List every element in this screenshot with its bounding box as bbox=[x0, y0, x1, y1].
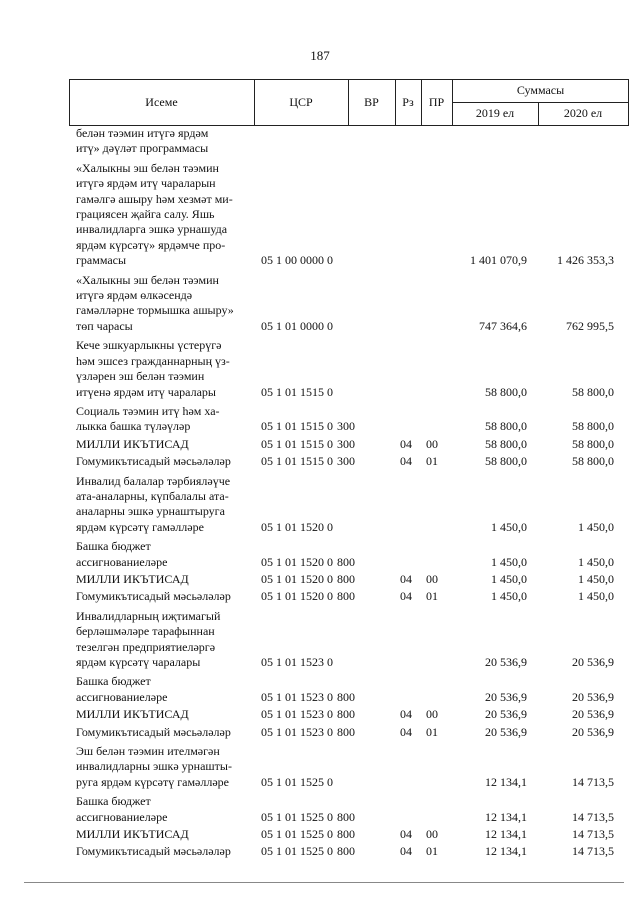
row-sum-2019: 1 450,0 bbox=[491, 589, 527, 604]
row-name-line: гамәлләрне тормышка ашыру» bbox=[76, 303, 234, 318]
row-sum-2020: 20 536,9 bbox=[572, 689, 614, 704]
row-name bbox=[76, 674, 265, 705]
row-name-line: берләшмәләре тарафыннан bbox=[76, 624, 215, 639]
row-name-line: МИЛЛИ ИКЪТИСАД bbox=[76, 707, 189, 722]
row-sum-2019: 747 364,6 bbox=[479, 318, 527, 333]
table-row bbox=[0, 126, 640, 157]
row-vr: 800 bbox=[337, 827, 355, 842]
row-name-line: итүенә ярдәм итү чаралары bbox=[76, 384, 216, 399]
row-sum-2020: 58 800,0 bbox=[572, 454, 614, 469]
row-sum-2019: 1 450,0 bbox=[491, 571, 527, 586]
row-sum-2019: 12 134,1 bbox=[485, 809, 527, 824]
row-name-line: төп чарасы bbox=[76, 318, 133, 333]
row-pr: 00 bbox=[426, 827, 438, 842]
row-sum-2019: 12 134,1 bbox=[485, 844, 527, 859]
row-name-line: һәм эшсез гражданнарның үз- bbox=[76, 353, 230, 368]
row-csr: 05 1 01 1515 0 bbox=[261, 454, 333, 469]
row-name-line: МИЛЛИ ИКЪТИСАД bbox=[76, 571, 189, 586]
row-rz: 04 bbox=[400, 724, 412, 739]
row-name-line: Социаль тәэмин итү һәм ха- bbox=[76, 403, 220, 418]
row-name-line: МИЛЛИ ИКЪТИСАД bbox=[76, 436, 189, 451]
row-sum-2020: 14 713,5 bbox=[572, 827, 614, 842]
page-number: 187 bbox=[310, 48, 330, 63]
row-pr: 01 bbox=[426, 589, 438, 604]
row-name-line: инвалидларны эшкә урнашты- bbox=[76, 759, 232, 774]
row-csr: 05 1 01 1520 0 bbox=[261, 519, 333, 534]
row-name bbox=[76, 589, 265, 604]
row-name-line: Эш белән тәэмин ителмәгән bbox=[76, 744, 220, 759]
row-csr: 05 1 01 0000 0 bbox=[261, 318, 333, 333]
row-pr: 00 bbox=[426, 707, 438, 722]
table-row bbox=[0, 273, 640, 335]
row-name bbox=[76, 404, 265, 435]
row-name-line: Гомумикътисадый мәсьәләләр bbox=[76, 589, 231, 604]
row-sum-2020: 14 713,5 bbox=[572, 774, 614, 789]
row-vr: 800 bbox=[337, 844, 355, 859]
row-rz: 04 bbox=[400, 454, 412, 469]
row-csr: 05 1 01 1525 0 bbox=[261, 809, 333, 824]
row-pr: 01 bbox=[426, 454, 438, 469]
row-csr: 05 1 01 1525 0 bbox=[261, 844, 333, 859]
row-name-line: Инвалид балалар тәрбияләүче bbox=[76, 473, 231, 488]
row-csr: 05 1 01 1515 0 bbox=[261, 419, 333, 434]
table-row bbox=[0, 674, 640, 705]
row-name-line: ярдәм күрсәтү» ярдәмче про- bbox=[76, 237, 226, 252]
row-pr: 00 bbox=[426, 571, 438, 586]
row-vr: 300 bbox=[337, 436, 355, 451]
row-vr: 800 bbox=[337, 809, 355, 824]
table-header bbox=[69, 79, 629, 126]
table-row bbox=[0, 572, 640, 587]
row-sum-2019: 58 800,0 bbox=[485, 436, 527, 451]
row-sum-2020: 762 995,5 bbox=[566, 318, 614, 333]
row-sum-2020: 20 536,9 bbox=[572, 724, 614, 739]
row-name-line: гамәлгә ашыру һәм хезмәт ми- bbox=[76, 191, 233, 206]
row-sum-2020: 1 450,0 bbox=[578, 589, 614, 604]
row-csr: 05 1 01 1520 0 bbox=[261, 554, 333, 569]
row-name bbox=[76, 609, 265, 671]
footer-rule bbox=[24, 882, 624, 883]
row-sum-2019: 12 134,1 bbox=[485, 827, 527, 842]
header-2020: 2020 ел bbox=[563, 106, 603, 120]
table-row bbox=[0, 609, 640, 671]
header-rz: Рз bbox=[402, 95, 414, 109]
row-name bbox=[76, 844, 265, 859]
row-name-line: белән тәэмин итүгә ярдәм bbox=[76, 126, 209, 140]
row-name-line: Гомумикътисадый мәсьәләләр bbox=[76, 454, 231, 469]
row-name-line: Кече эшкуарлыкны үстерүгә bbox=[76, 338, 222, 353]
row-csr: 05 1 01 1525 0 bbox=[261, 774, 333, 789]
row-name-line: Башка бюджет bbox=[76, 539, 151, 554]
row-pr: 00 bbox=[426, 436, 438, 451]
table-row bbox=[0, 437, 640, 452]
row-name-line: Гомумикътисадый мәсьәләләр bbox=[76, 844, 231, 859]
row-name-line: руга ярдәм күрсәтү гамәлләре bbox=[76, 774, 229, 789]
row-name bbox=[76, 827, 265, 842]
row-name-line: тезелгән предприятиеләргә bbox=[76, 639, 216, 654]
row-name-line: «Халыкны эш белән тәэмин bbox=[76, 160, 219, 175]
row-pr: 01 bbox=[426, 844, 438, 859]
table-body bbox=[0, 126, 640, 860]
row-sum-2019: 20 536,9 bbox=[485, 707, 527, 722]
row-sum-2020: 20 536,9 bbox=[572, 655, 614, 669]
row-name-line: лыкка башка түләүләр bbox=[76, 419, 191, 434]
row-sum-2019: 1 450,0 bbox=[491, 519, 527, 534]
row-name-line: ата-аналарны, күпбалалы ата- bbox=[76, 488, 229, 503]
header-sums: Суммасы bbox=[516, 83, 565, 97]
row-rz: 04 bbox=[400, 571, 412, 586]
row-vr: 300 bbox=[337, 454, 355, 469]
row-name bbox=[76, 572, 265, 587]
row-name bbox=[76, 794, 265, 825]
row-sum-2019: 20 536,9 bbox=[485, 689, 527, 704]
row-csr: 05 1 01 1520 0 bbox=[261, 571, 333, 586]
row-name bbox=[76, 539, 265, 570]
row-vr: 800 bbox=[337, 571, 355, 586]
row-csr: 05 1 01 1515 0 bbox=[261, 436, 333, 451]
row-name bbox=[76, 474, 265, 536]
row-name-line: үзләрен эш белән тәэмин bbox=[76, 369, 205, 384]
row-name-line: Гомумикътисадый мәсьәләләр bbox=[76, 724, 231, 739]
table-row bbox=[0, 725, 640, 740]
row-sum-2020: 1 450,0 bbox=[578, 571, 614, 586]
row-rz: 04 bbox=[400, 827, 412, 842]
header-2019: 2019 ел bbox=[475, 106, 515, 120]
row-sum-2019: 58 800,0 bbox=[485, 419, 527, 434]
table-row bbox=[0, 474, 640, 536]
row-sum-2020: 1 426 353,3 bbox=[557, 253, 614, 268]
table-row bbox=[0, 454, 640, 469]
row-name-line: ассигнованиеләре bbox=[76, 809, 168, 824]
row-rz: 04 bbox=[400, 844, 412, 859]
table-row bbox=[0, 539, 640, 570]
row-vr: 300 bbox=[337, 419, 355, 434]
row-name-line: грациясен җайга салу. Яшь bbox=[76, 207, 215, 222]
row-sum-2020: 1 450,0 bbox=[578, 554, 614, 569]
row-name bbox=[76, 725, 265, 740]
row-name-line: граммасы bbox=[76, 253, 127, 268]
row-name-line: МИЛЛИ ИКЪТИСАД bbox=[76, 827, 189, 842]
row-sum-2019: 58 800,0 bbox=[485, 384, 527, 399]
row-name-line: ассигнованиеләре bbox=[76, 689, 168, 704]
row-name-line: «Халыкны эш белән тәэмин bbox=[76, 272, 219, 287]
row-csr: 05 1 01 1523 0 bbox=[261, 655, 333, 669]
row-sum-2019: 12 134,1 bbox=[485, 774, 527, 789]
header-pr: ПР bbox=[428, 95, 445, 109]
row-name-line: Инвалидларның иҗтимагый bbox=[76, 608, 221, 623]
row-sum-2020: 14 713,5 bbox=[572, 809, 614, 824]
row-name bbox=[76, 126, 265, 157]
row-name-line: инвалидларга эшкә урнашуда bbox=[76, 222, 228, 237]
row-name bbox=[76, 744, 265, 790]
row-name-line: аналарны эшкә урнаштыруга bbox=[76, 504, 225, 519]
row-name-line: Башка бюджет bbox=[76, 794, 151, 809]
row-pr: 01 bbox=[426, 724, 438, 739]
row-name bbox=[76, 338, 265, 400]
row-csr: 05 1 01 1523 0 bbox=[261, 707, 333, 722]
row-csr: 05 1 01 1525 0 bbox=[261, 827, 333, 842]
header-vr: ВР bbox=[364, 95, 379, 109]
table-row bbox=[0, 794, 640, 825]
row-rz: 04 bbox=[400, 707, 412, 722]
row-name-line: итүгә ярдәм өлкәсендә bbox=[76, 288, 193, 303]
table-row bbox=[0, 844, 640, 859]
row-name-line: итү» дәүләт программасы bbox=[76, 141, 209, 156]
row-rz: 04 bbox=[400, 436, 412, 451]
row-sum-2020: 58 800,0 bbox=[572, 419, 614, 434]
table-row bbox=[0, 404, 640, 435]
row-sum-2020: 58 800,0 bbox=[572, 384, 614, 399]
row-vr: 800 bbox=[337, 724, 355, 739]
row-sum-2019: 1 450,0 bbox=[491, 554, 527, 569]
row-sum-2020: 20 536,9 bbox=[572, 707, 614, 722]
row-rz: 04 bbox=[400, 589, 412, 604]
row-vr: 800 bbox=[337, 554, 355, 569]
row-name bbox=[76, 707, 265, 722]
row-csr: 05 1 01 1523 0 bbox=[261, 724, 333, 739]
row-sum-2020: 14 713,5 bbox=[572, 844, 614, 859]
row-name-line: ассигнованиеләре bbox=[76, 554, 168, 569]
row-csr: 05 1 01 1523 0 bbox=[261, 689, 333, 704]
table-row bbox=[0, 707, 640, 722]
row-csr: 05 1 01 1515 0 bbox=[261, 384, 333, 399]
table-row bbox=[0, 827, 640, 842]
header-name: Исеме bbox=[145, 95, 178, 109]
row-vr: 800 bbox=[337, 707, 355, 722]
row-sum-2020: 58 800,0 bbox=[572, 436, 614, 451]
table-row bbox=[0, 589, 640, 604]
row-sum-2020: 1 450,0 bbox=[578, 519, 614, 534]
row-csr: 05 1 00 0000 0 bbox=[261, 253, 333, 268]
header-csr: ЦСР bbox=[289, 95, 313, 109]
row-name bbox=[76, 273, 265, 335]
row-sum-2019: 1 401 070,9 bbox=[470, 253, 527, 268]
row-name-line: ярдәм күрсәтү гамәлләре bbox=[76, 519, 204, 534]
row-name-line: итүгә ярдәм итү чараларын bbox=[76, 176, 216, 191]
table-row bbox=[0, 161, 640, 269]
row-name bbox=[76, 454, 265, 469]
row-vr: 800 bbox=[337, 589, 355, 604]
table-row bbox=[0, 338, 640, 400]
row-vr: 800 bbox=[337, 689, 355, 704]
row-sum-2019: 58 800,0 bbox=[485, 454, 527, 469]
row-sum-2019: 20 536,9 bbox=[485, 655, 527, 669]
row-name bbox=[76, 161, 265, 269]
row-csr: 05 1 01 1520 0 bbox=[261, 589, 333, 604]
table-row bbox=[0, 744, 640, 790]
row-name-line: ярдәм күрсәтү чаралары bbox=[76, 655, 201, 669]
row-sum-2019: 20 536,9 bbox=[485, 724, 527, 739]
row-name bbox=[76, 437, 265, 452]
row-name-line: Башка бюджет bbox=[76, 674, 151, 689]
